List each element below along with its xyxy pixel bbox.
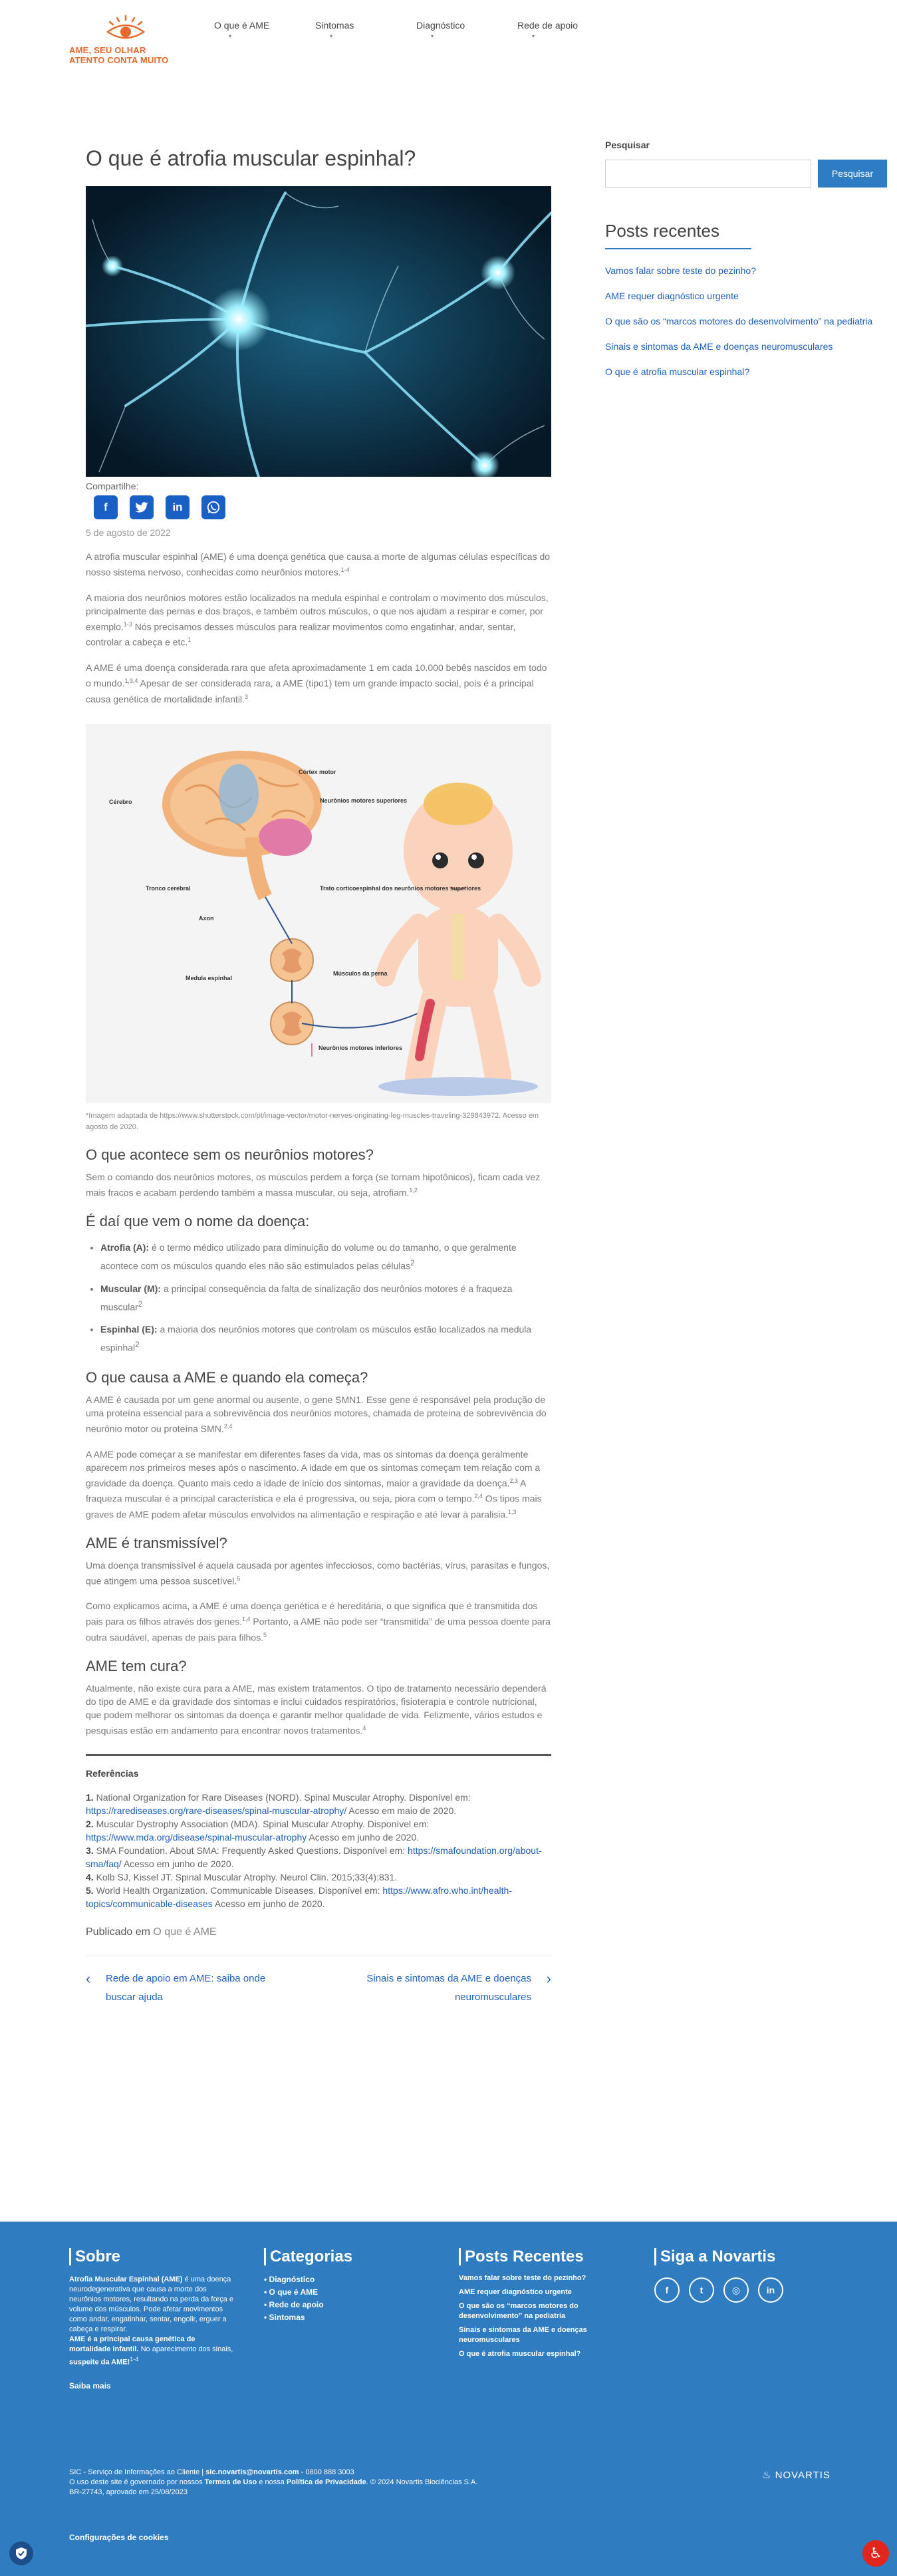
reference-link[interactable]: https://www.afro.who.int/health-topics/communicable-diseases	[86, 1885, 512, 1910]
reference-item: 4. Kolb SJ, Kissel JT. Spinal Muscular Atrophy. Neurol Clin. 2015;33(4):831.	[86, 1872, 398, 1883]
category-link[interactable]: O que é AME	[153, 1926, 217, 1938]
twitter-icon[interactable]: t	[689, 2277, 714, 2303]
recent-post-link[interactable]: O que é atrofia muscular espinhal?	[459, 2350, 581, 2358]
reference-link[interactable]: https://www.mda.org/disease/spinal-muscular-atrophy	[86, 1832, 307, 1843]
label-inferiores: Neurônios motores inferiores	[319, 1045, 403, 1052]
reference-item: 3. SMA Foundation. About SMA: Frequently Asked Questions. Disponível em: https://smafoundation.org/about-sma/faq/ Acesso em junho de 2020.	[86, 1845, 542, 1870]
category-link[interactable]: • Sintomas	[264, 2311, 430, 2324]
list-item: • Muscular (M): a principal consequência da falta de sinalização dos neurônios motores é a fraqueza muscular$^2$	[100, 1281, 551, 1315]
section-heading: AME é transmissível?	[86, 1534, 227, 1551]
label-musculos: Músculos da perna	[333, 970, 388, 977]
chevron-down-icon: ▾	[229, 33, 232, 39]
footer-sobre	[69, 2248, 235, 2391]
article	[86, 145, 551, 2007]
reference-link[interactable]: https://rarediseases.org/rare-diseases/spinal-muscular-atrophy/	[86, 1805, 347, 1817]
footer-categorias	[264, 2248, 430, 2324]
list-item: • Atrofia (A): é o termo médico utilizado para diminuição do volume ou do tamanho, o que geralmente acontece com os músculos quando eles não são estimulados pelas células$^2$	[100, 1239, 551, 1274]
list-item: • Espinhal (E): a maioria dos neurônios motores que controlam os músculos estão localizados na medula espinhal$^2$	[100, 1321, 551, 1356]
reference-item: 2. Muscular Dystrophy Association (MDA). Spinal Muscular Atrophy. Disponível em: https://www.mda.org/disease/spinal-muscular-atrophy Acesso em junho de 2020.	[86, 1819, 430, 1843]
search-form	[605, 160, 891, 188]
divider	[605, 248, 751, 249]
recent-post-link[interactable]: AME requer diagnóstico urgente	[459, 2288, 572, 2296]
category-link[interactable]: • O que é AME	[264, 2286, 430, 2299]
recent-post-link[interactable]: Vamos falar sobre teste do pezinho?	[459, 2274, 586, 2282]
recent-post-link[interactable]: O que são os “marcos motores do desenvolvimento” na pediatria	[605, 316, 873, 326]
section-heading: O que causa a AME e quando ela começa?	[86, 1368, 368, 1386]
post-date: 5 de agosto de 2022	[86, 527, 171, 538]
hero-neuron-image	[86, 186, 551, 477]
references-title: Referências	[86, 1768, 139, 1779]
site-logo[interactable]	[69, 15, 182, 68]
paragraph: A AME pode começar a se manifestar em diferentes fases da vida, mas os sintomas da doença geralmente aparecem nos primeiros meses após o nascimento. A idade em que os sintomas começam tem relação com a gravidade da doença. Quanto mais cedo a idade de início dos sintomas, maior a gravidade da doença.$^{2,3}$ A fraqueza muscular é a principal característica e ela é progressiva, ou seja, piora com o tempo.$^{2,4}$ Os tipos mais graves de AME podem afetar músculos envolvidos na alimentação e respiração e até levar à paralisia.$^{1,3}$	[86, 1448, 542, 1520]
section-heading: O que acontece sem os neurônios motores?	[86, 1146, 374, 1164]
definition-list	[86, 1239, 551, 1356]
section-heading: É daí que vem o nome da doença:	[86, 1212, 310, 1229]
recent-posts-list	[605, 263, 891, 380]
footer-about-text: Atrofia Muscular Espinhal (AME) é uma doença neurodegenerativa que causa a morte dos neurônios motores, resultando na perda da força e volume dos músculos. Pode afetar movimentos como andar, engatinhar, sentar, engolir, erguer a cabeça e respirar. AME é a principal causa genética de mortalidade infantil. No aparecimento dos sinais, suspeite da AME!$^{1-4}$	[69, 2275, 234, 2367]
category-list	[264, 2273, 430, 2324]
category-link[interactable]: • Diagnóstico	[264, 2273, 430, 2286]
shield-icon[interactable]	[9, 2541, 33, 2565]
accessibility-icon[interactable]: ♿	[862, 2540, 889, 2567]
footer-recentes	[459, 2248, 625, 2363]
label-cerebro: Cérebro	[109, 799, 132, 806]
recent-post-link[interactable]: Vamos falar sobre teste do pezinho?	[605, 265, 756, 276]
chevron-down-icon: ▾	[330, 33, 333, 39]
flame-icon: ♨	[762, 2470, 775, 2481]
footer-heading: Categorias	[264, 2248, 430, 2265]
paragraph: A maioria dos neurônios motores estão localizados na medula espinhal e controlam o movimento dos músculos, principalmente das pernas e dos braços, e também outros músculos, o que nos ajudam a respirar e comer, por exemplo.$^{1-3}$ Nós precisamos desses músculos para realizar movimentos como engatinhar, andar, sentar, controlar a cabeça e etc.$^1$	[86, 592, 549, 648]
recent-post-link[interactable]: O que é atrofia muscular espinhal?	[605, 366, 750, 377]
search-label: Pesquisar	[605, 140, 650, 150]
reference-item: 1. National Organization for Rare Diseases (NORD). Spinal Muscular Atrophy. Disponível em: https://rarediseases.org/rare-diseases/spinal-muscular-atrophy/ Acesso em maio de 2020.	[86, 1792, 471, 1817]
sac-email[interactable]: sic.novartis@novartis.com	[205, 2468, 299, 2476]
chevron-left-icon: ‹	[86, 1970, 91, 1988]
footer-heading: Siga a Novartis	[654, 2248, 827, 2265]
footer-legal: SIC - Serviço de Informações ao Cliente | sic.novartis@novartis.com - 0800 888 3003 O uso deste site é governado por nossos Termos de Uso e nossa Política de Privacidade. © 2024 Novartis Biociências S.A. BR-27743, aprovado em 25/08/2023	[69, 2468, 478, 2496]
next-post-link[interactable]: Sinais e sintomas da AME e doenças neuromusculares ›	[366, 1970, 551, 2003]
image-caption: *Imagem adaptada de https://www.shutterstock.com/pt/image-vector/motor-nerves-originating-leg-muscles-traveling-329843972. Acesso em agosto de 2020.	[86, 1112, 539, 1132]
site-header	[0, 0, 897, 73]
label-trato: Trato corticoespinhal dos neurônios motores superiores	[320, 885, 481, 892]
page-title: O que é atrofia muscular espinhal?	[86, 146, 416, 170]
linkedin-icon[interactable]: in	[166, 495, 190, 519]
label-medula: Medula espinhal	[186, 975, 233, 982]
terms-link[interactable]: Termos de Uso	[204, 2478, 257, 2486]
motor-neuron-illustration	[86, 724, 551, 1103]
post-navigation	[86, 1956, 551, 2007]
whatsapp-icon[interactable]	[201, 495, 225, 519]
reference-item: 5. World Health Organization. Communicable Diseases. Disponível em: https://www.afro.who.int/health-topics/communicable-diseases Acesso em junho de 2020.	[86, 1885, 512, 1910]
nav-diagnostico[interactable]: Diagnóstico ▾	[416, 20, 465, 39]
nav-o-que-e-ame[interactable]: O que é AME ▾	[214, 20, 270, 39]
footer-siga	[654, 2248, 827, 2303]
eye-logo-icon	[104, 15, 148, 44]
nav-rede-de-apoio[interactable]: Rede de apoio ▾	[517, 20, 578, 39]
sidebar	[605, 140, 891, 389]
search-button[interactable]: Pesquisar	[818, 160, 887, 188]
site-footer	[0, 2222, 897, 2576]
logo-text: AME, SEU OLHAR ATENTO CONTA MUITO	[69, 45, 169, 65]
footer-heading: Posts Recentes	[459, 2248, 625, 2265]
label-tronco: Tronco cerebral	[146, 885, 191, 892]
chevron-down-icon: ▾	[532, 33, 535, 39]
saiba-mais-link[interactable]: Saiba mais	[69, 2381, 111, 2390]
paragraph: A atrofia muscular espinhal (AME) é uma doença genética que causa a morte de algumas células específicas do nosso sistema nervoso, conhecidas como neurônios motores.$^{1-4}$	[86, 551, 551, 578]
privacy-link[interactable]: Política de Privacidade	[286, 2478, 366, 2486]
paragraph: Uma doença transmissível é aquela causada por agentes infecciosos, como bactérias, vírus, parasitas e fungos, que atingem uma pessoa suscetível.$^5$	[86, 1559, 550, 1587]
recent-post-link[interactable]: Sinais e sintomas da AME e doenças neuromusculares	[605, 341, 833, 352]
label-axon: Axon	[199, 915, 214, 922]
share-label: Compartilhe:	[86, 481, 139, 491]
recent-posts-title: Posts recentes	[605, 221, 719, 241]
novartis-logo[interactable]: ♨ NOVARTIS	[762, 2470, 831, 2481]
published-in: Publicado em O que é AME	[86, 1926, 217, 1938]
twitter-icon[interactable]	[130, 495, 154, 519]
label-cortex: Córtex motor	[299, 769, 336, 776]
linkedin-icon[interactable]: in	[758, 2277, 783, 2303]
facebook-icon[interactable]: f	[654, 2277, 680, 2303]
previous-post-link[interactable]: ‹ Rede de apoio em AME: saiba onde buscar ajuda	[86, 1970, 266, 2003]
paragraph: A AME é uma doença considerada rara que afeta aproximadamente 1 em cada 10.000 bebês nascidos em todo o mundo.$^{1,3,4}$ Apesar de ser considerada rara, a AME (tipo1) tem um grande impacto social, pois é a principal causa genética de mortalidade infantil.$^3$	[86, 662, 547, 705]
chevron-down-icon: ▾	[431, 33, 434, 39]
facebook-icon[interactable]: f	[94, 495, 118, 519]
footer-heading: Sobre	[69, 2248, 235, 2265]
share-buttons	[94, 495, 551, 519]
main-nav	[214, 20, 618, 39]
reference-link[interactable]: https://smafoundation.org/about-sma/faq/	[86, 1845, 542, 1870]
category-link[interactable]: • Rede de apoio	[264, 2299, 430, 2311]
paragraph: Como explicamos acima, a AME é uma doença genética e é hereditária, o que significa que é transmitida dos pais para os filhos através dos genes.$^{1,4}$ Portanto, a AME não pode ser “transmitida” de uma pessoa doente para outra saudável, apenas de pais para filhos.$^5$	[86, 1601, 551, 1643]
social-links	[654, 2277, 827, 2303]
paragraph: A AME é causada por um gene anormal ou ausente, o gene SMN1. Esse gene é responsável pela produção de uma proteína essencial para a sobrevivência dos neurônios motores, chamada de proteína de sobrevivência do neurônio motor ou proteína SMN.$^{2,4}$	[86, 1394, 547, 1434]
references	[86, 1754, 551, 1910]
paragraph: Sem o comando dos neurônios motores, os músculos perdem a força (se tornam hipotônicos), ficam cada vez mais fracos e acabam perdendo também a massa muscular, ou seja, atrofiam.$^{1,2}$	[86, 1172, 541, 1198]
instagram-icon[interactable]: ◎	[723, 2277, 749, 2303]
recent-post-link[interactable]: AME requer diagnóstico urgente	[605, 291, 739, 301]
chevron-right-icon: ›	[546, 1970, 551, 1988]
nav-sintomas[interactable]: Sintomas ▾	[315, 20, 354, 39]
section-heading: AME tem cura?	[86, 1657, 187, 1674]
paragraph: Atualmente, não existe cura para a AME, mas existem tratamentos. O tipo de tratamento necessário dependerá do tipo de AME e da gravidade dos sintomas e inclui cuidados respiratórios, fisioterapia e controle nutricional, que podem melhorar os sintomas da doença e garantir melhor qualidade de vida. Felizmente, vários estudos e pesquisas estão em andamento para encontrar novos tratamentos.$^4$	[86, 1682, 547, 1736]
recent-post-link[interactable]: Sinais e sintomas da AME e doenças neuromusculares	[459, 2326, 587, 2344]
label-superiores: Neurônios motores superiores	[320, 797, 408, 805]
footer-recent-list	[459, 2273, 625, 2359]
cookie-settings-link[interactable]: Configurações de cookies	[69, 2533, 169, 2542]
recent-post-link[interactable]: O que são os “marcos motores do desenvolvimento” na pediatria	[459, 2302, 578, 2320]
search-input[interactable]	[605, 160, 811, 188]
